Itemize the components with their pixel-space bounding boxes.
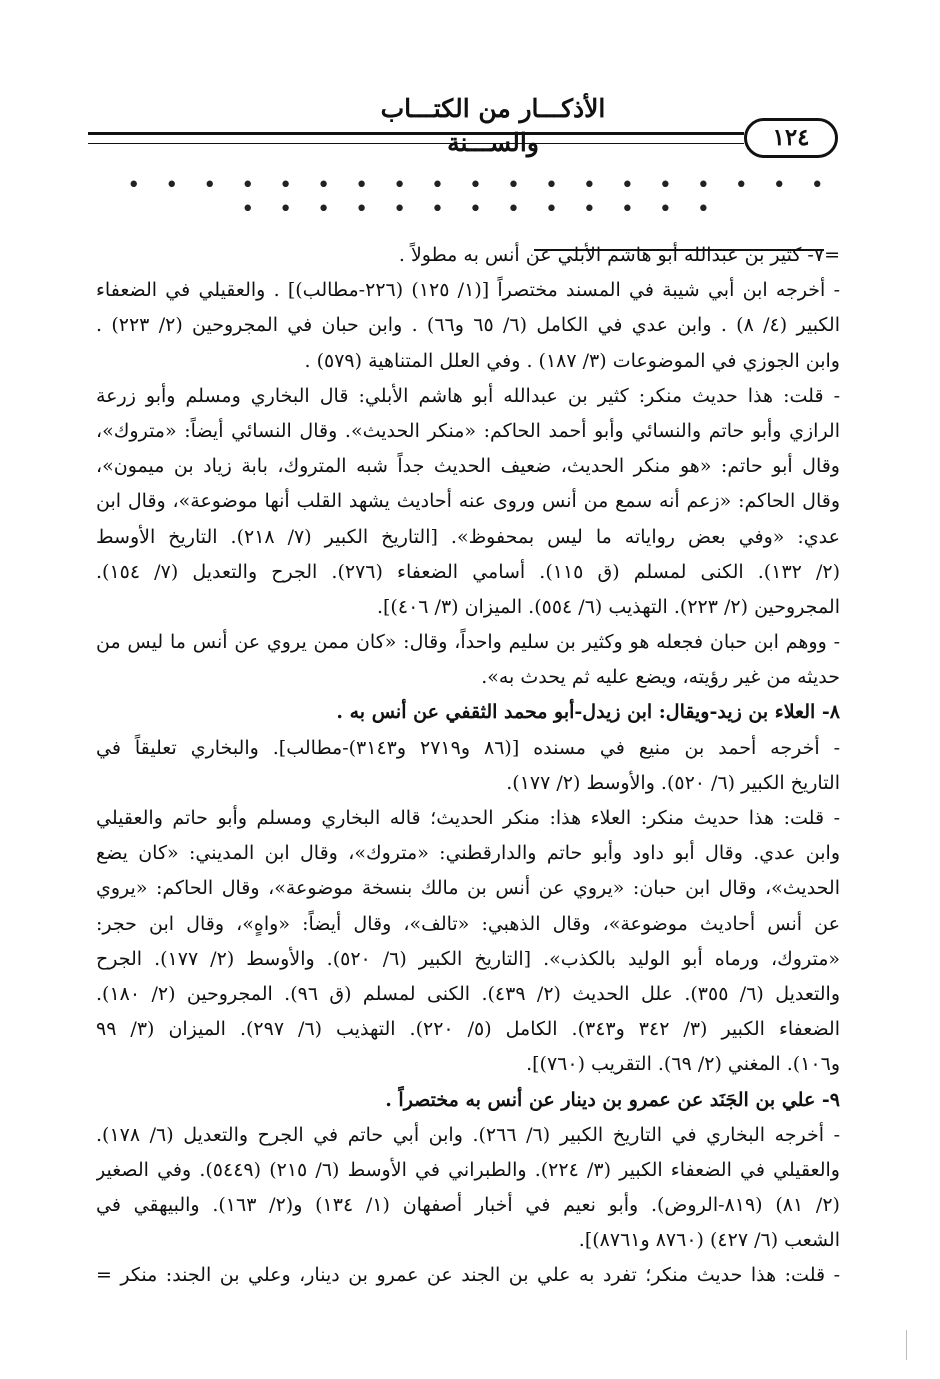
margin-mark — [906, 1330, 915, 1360]
text-line: حديثه من غير رؤيته، ويضع عليه ثم يحدث به». — [481, 666, 840, 689]
text-line: الكبير (٤/ ٨) . وابن عدي في الكامل (٦/ ٦٥ و٦٦) . وابن حبان في المجروحين (٢/ ٢٢٣) . — [96, 314, 840, 337]
text-line: وقال الحاكم: «زعم أنه سمع من أنس وروى عنه أحاديث يشهد القلب أنها موضوعة»، وقال ابن — [96, 490, 840, 513]
text-line: =٧- كثير بن عبدالله أبو هاشم الأبلي عن أنس به مطولاً . — [398, 244, 840, 266]
text-line: وابن عدي. وقال أبو داود وأبو حاتم والدارقطني: «متروك»، وقال ابن المديني: «كان يضع — [96, 842, 840, 865]
text-line: والتعديل (٦/ ٣٥٥). علل الحديث (٢/ ٤٣٩). الكنى لمسلم (ق ٩٦). المجروحين (٢/ ١٨٠). — [96, 982, 840, 1005]
text-line: (٢/ ٨١) (٨١٩-الروض). وأبو نعيم في أخبار أصفهان (١/ ١٣٤) و(٢/ ١٦٣). والبيهقي في — [96, 1194, 840, 1217]
text-line: وقال أبو حاتم: «هو منكر الحديث، ضعيف الحديث جداً شبه المتروك، بابة زياد بن ميمون»، — [96, 455, 840, 478]
text-line: «متروك، ورماه أبو الوليد بالكذب». [التاريخ الكبير (٦/ ٥٢٠). والأوسط (٢/ ١٧٧). الجرح — [96, 947, 840, 970]
text-line: وابن الجوزي في الموضوعات (٣/ ١٨٧) . وفي العلل المتناهية (٥٧٩) . — [304, 349, 840, 372]
text-line: والعقيلي في الضعفاء الكبير (٣/ ٢٢٤). والطبراني في الأوسط (٦/ ٢١٥) (٥٤٤٩). وفي الصغير — [96, 1158, 840, 1181]
text-line: و١٠٦). المغني (٢/ ٦٩). التقريب (٧٦٠)]. — [526, 1053, 840, 1076]
header-rule — [88, 132, 744, 144]
text-line: الضعفاء الكبير (٣/ ٣٤٢ و٣٤٣). الكامل (٥/ ٢٢٠). التهذيب (٦/ ٢٩٧). الميزان (٣/ ٩٩ — [96, 1018, 840, 1041]
page-number-badge: ١٢٤ — [744, 118, 838, 158]
text-line: الحديث»، وقال ابن حبان: «يروي عن أنس بن مالك بنسخة موضوعة»، وقال الحاكم: «يروي — [96, 877, 840, 900]
text-line: - أخرجه البخاري في التاريخ الكبير (٦/ ٢٦٦). وابن أبي حاتم في الجرح والتعديل (٦/ ١٧٨). — [96, 1123, 840, 1146]
entry-heading: ٨- العلاء بن زيد-ويقال: ابن زيدل-أبو محمد الثقفي عن أنس به . — [336, 701, 840, 724]
text-line: - قلت: هذا حديث منكر؛ تفرد به علي بن الجند عن عمرو بن دينار، وعلي بن الجند: منكر = — [96, 1264, 840, 1287]
text-line: عن أنس أحاديث موضوعة»، وقال الذهبي: «تالف»، وقال أيضاً: «واهٍ»، وقال ابن حجر: — [96, 912, 840, 935]
text-line: (٢/ ١٣٢). الكنى لمسلم (ق ١١٥). أسامي الضعفاء (٢٧٦). الجرح والتعديل (٧/ ١٥٤). — [96, 560, 840, 583]
text-line: - قلت: هذا حديث منكر: العلاء هذا: منكر الحديث؛ قاله البخاري ومسلم وأبو حاتم والعقيلي — [96, 807, 840, 829]
running-title: الأذكـــار من الكتـــاب والســـنة — [380, 94, 606, 157]
text-line: - أخرجه أحمد بن منيع في مسنده [(٨٦ و٢٧١٩ و٣١٤٣)-مطالب]. والبخاري تعليقاً في — [96, 736, 840, 759]
text-line: عدي: «وفي بعض رواياته ما ليس بمحفوظ». [التاريخ الكبير (٧/ ٢١٨). التاريخ الأوسط — [96, 525, 840, 548]
text-line: - قلت: هذا حديث منكر: كثير بن عبدالله أبو هاشم الأبلي: قال البخاري ومسلم وأبو زرعة — [96, 384, 840, 407]
text-line: التاريخ الكبير (٦/ ٥٢٠). والأوسط (٢/ ١٧٧). — [506, 771, 840, 794]
text-line: المجروحين (٢/ ٢٢٣). التهذيب (٦/ ٥٥٤). الميزان (٣/ ٤٠٦)]. — [376, 595, 840, 618]
text-line: - أخرجه ابن أبي شيبة في المسند مختصراً [(١/ ١٢٥) (٢٢٦-مطالب)] . والعقيلي في الضعفاء — [96, 279, 840, 302]
entry-heading: ٩- علي بن الجَنَد عن عمرو بن دينار عن أنس به مختصراً . — [385, 1088, 840, 1111]
footnote-body — [96, 238, 840, 1294]
text-line: الشعب (٦/ ٤٢٧) (٨٧٦٠ و٨٧٦١)]. — [578, 1229, 840, 1252]
page-header — [88, 92, 840, 157]
dotted-separator: • • • • • • • • • • • • • • • • • • • • • • • • • • • • • • • • — [127, 173, 833, 222]
text-line: - ووهم ابن حبان فجعله هو وكثير بن سليم واحداً، وقال: «كان ممن يروي عن أنس ما ليس من — [96, 631, 840, 654]
text-line: الرازي وأبو حاتم والنسائي وأبو أحمد الحاكم: «منكر الحديث». وقال النسائي أيضاً: «متروك»، — [96, 419, 840, 442]
